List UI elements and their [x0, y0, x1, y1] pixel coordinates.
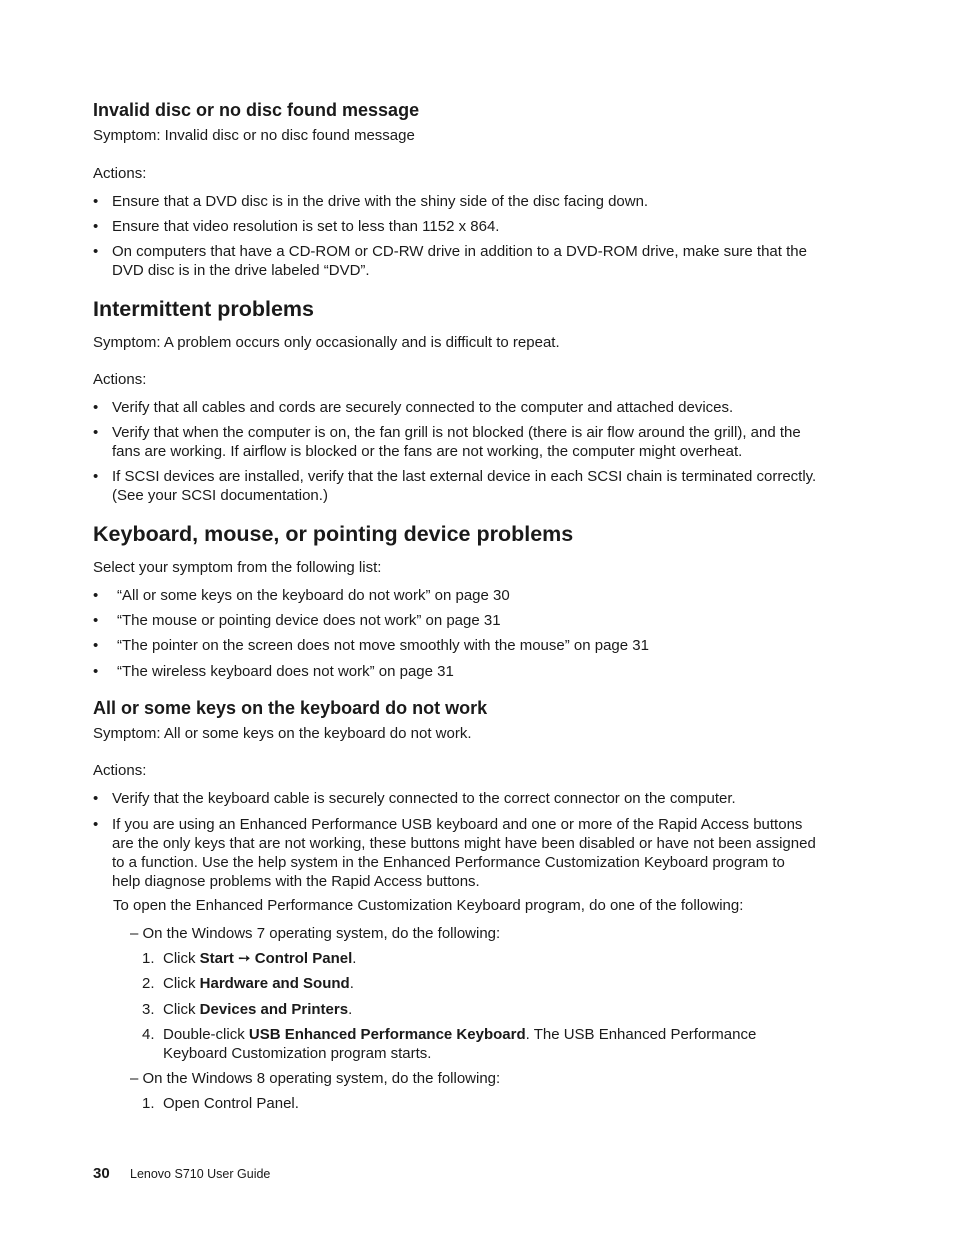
- bullet-icon: •: [93, 587, 99, 604]
- actions-label: Actions:: [93, 371, 147, 388]
- open-program-text: To open the Enhanced Performance Customization Keyboard program, do one of the following:: [113, 897, 744, 914]
- bullet-icon: •: [93, 637, 99, 654]
- page-number: 30: [93, 1165, 110, 1182]
- symptom-text: Symptom: Invalid disc or no disc found message: [93, 127, 415, 144]
- bullet-icon: •: [93, 424, 99, 441]
- bullet-icon: •: [93, 612, 99, 629]
- bullet-icon: •: [93, 399, 99, 416]
- bullet-icon: •: [93, 218, 99, 235]
- bullet-icon: •: [93, 243, 99, 260]
- ui-label: Control Panel: [254, 950, 353, 967]
- cross-reference-link[interactable]: “The pointer on the screen does not move smoothly with the mouse” on page 31: [117, 637, 649, 654]
- symptom-text: Symptom: All or some keys on the keyboard do not work.: [93, 725, 472, 742]
- bullet-icon: •: [93, 663, 99, 680]
- bullet-icon: •: [93, 816, 99, 833]
- cross-reference-link[interactable]: “All or some keys on the keyboard do not work” on page 30: [117, 587, 510, 604]
- bullet-icon: •: [93, 468, 99, 485]
- windows8-instructions: – On the Windows 8 operating system, do the following:: [130, 1070, 501, 1087]
- ui-label: Hardware and Sound: [199, 975, 350, 992]
- bullet-icon: •: [93, 193, 99, 210]
- cross-reference-link[interactable]: “The mouse or pointing device does not work” on page 31: [117, 612, 501, 629]
- arrow-icon: ➙: [238, 950, 251, 967]
- section-heading-keys: All or some keys on the keyboard do not work: [93, 698, 488, 718]
- bullet-icon: •: [93, 790, 99, 807]
- section-heading-intermittent: Intermittent problems: [93, 297, 314, 321]
- footer-title: Lenovo S710 User Guide: [130, 1167, 271, 1181]
- actions-label: Actions:: [93, 165, 147, 182]
- section-heading-keyboard: Keyboard, mouse, or pointing device problems: [93, 522, 574, 546]
- actions-label: Actions:: [93, 762, 147, 779]
- cross-reference-link[interactable]: “The wireless keyboard does not work” on page 31: [117, 663, 454, 680]
- page-footer: [93, 1165, 271, 1182]
- section-heading-invalid-disc: Invalid disc or no disc found message: [93, 100, 420, 120]
- ui-label: Start: [199, 950, 234, 967]
- symptom-text: Symptom: A problem occurs only occasionally and is difficult to repeat.: [93, 334, 560, 351]
- ui-label: Devices and Printers: [199, 1001, 349, 1018]
- intro-text: Select your symptom from the following list:: [93, 559, 382, 576]
- windows7-instructions: – On the Windows 7 operating system, do the following:: [130, 925, 501, 942]
- ui-label: USB Enhanced Performance Keyboard: [248, 1026, 526, 1043]
